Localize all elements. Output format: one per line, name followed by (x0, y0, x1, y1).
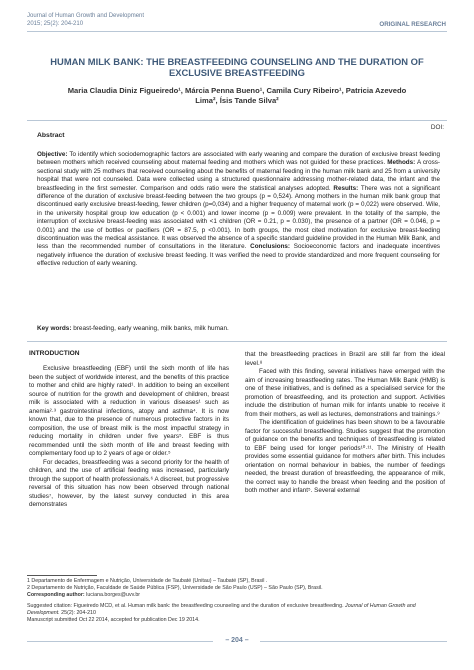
left-column (29, 365, 229, 510)
abstract-body (37, 151, 440, 269)
keywords (37, 325, 440, 333)
journal-name: Journal of Human Growth and Development (27, 13, 145, 19)
results-text: There was not a significant difference of the duration of exclusive breast-feeding between the two groups (p = 0,524). Among mothers in the human milk bank group that discontinued early exclusive breast-feeding, fewer children (p=0,034) and a higher frequency of maternal work (p = 0,022) were observed. Wile, in the university hospital group low education (p < 0.001) and lower income (p = 0.009) were prevalent. In the totality of the sample, the interruption of exclusive breast-feeding was associated with <1 children (OR = 0.21, p = 0.030), the presence of a partner (OR = 0.046, p = 0.001) and the use of bottles or pacifiers (OR = 87.5, p <0.001). In both groups, the most cited motivation for exclusive breast-feeding discontinuation was the medical assistance. It was observed the absence of a specific standard guideline provided in the Human Milk Bank, and less than the recommended number of consultations in the literature. (37, 184, 441, 251)
right-column (245, 351, 445, 496)
keywords-label: Key words: (37, 325, 72, 332)
paragraph: The identification of guidelines has been shown to be a favourable factor for successful breastfeeding. Studies suggest that the promotion of guidance on the benefits and techniques of breastfeeding is related to EBF being used for longer periods¹⁰·¹¹. The Ministry of Health provides some essential guidance for mothers after birth. This includes orientation on normal behaviour in babies, the number of feedings needed, the breast duration of breastfeeding, the appearance of milk, the correct way to handle the breast when feeding and the position of both mother and infant⁵. Several external (245, 419, 445, 494)
abstract-bottom-rule (27, 341, 447, 342)
introduction-heading: INTRODUCTION (29, 350, 80, 357)
journal-header (27, 12, 144, 28)
methods-text: A cross-sectional study with 25 mothers that received counseling about the benefits of maternal feeding in the human milk bank and 25 from a university hospital that were not counseled. Data were collected using a structured questionnaire addressing mother-related data, the infant and the breastfeeding in the first semester. Comparison and odds ratio were the statistical analyses adopted. (37, 159, 440, 192)
methods-label: Methods: (387, 159, 416, 167)
doi-label: DOI: (430, 124, 444, 131)
paragraph: For decades, breastfeeding was a second priority for the health of children, and the use of artificial feeding was increased, particularly through the support of health professionals.⁶ A discreet, but progressive reversal of this situation has now been observed through national studies⁷, however, by the latest survey conducted in this area demonstrates (29, 458, 229, 508)
manuscript-dates: Manuscript submitted Oct 22 2014, accepted for publication Dec 19 2014. (27, 617, 200, 623)
article-title: HUMAN MILK BANK: THE BREASTFEEDING COUNSELING AND THE DURATION OF EXCLUSIVE BREASTFEEDING (50, 56, 424, 78)
paragraph: Exclusive breastfeeding (EBF) until the sixth month of life has been the subject of worldwide interest, and the benefits of this practice to mother and child are highly rated¹. In addition to being an excellent source of nutrition for the growth and development of children, breast milk is associated with a reduction in various diseases¹ such as anemia²·³ gastrointestinal infections, atopy and asthma⁴. It is now known that, due to the presence of numerous protective factors in its composition, the use of breast milk is the most impactful strategy in reducing mortality in children under five years⁵. EBF is thus recommended until the sixth month of life and breast feeding with complementary food up to 2 years of age or older.⁵ (29, 365, 229, 457)
objective-text: To identify which sociodemographic factors are associated with early weaning and compare the duration of exclusive breast feeding between mothers which received counseling about maternal feeding and mothers which was not guided for these practices. (37, 151, 440, 167)
paragraph: that the breastfeeding practices in Brazil are still far from the ideal level.⁸ (245, 351, 445, 367)
header-rule (27, 31, 447, 32)
abstract-heading: Abstract (37, 132, 65, 139)
section-label: ORIGINAL RESEARCH (379, 21, 446, 28)
corresponding-label: Corresponding author: (27, 592, 85, 598)
conclusions-label: Conclusions: (250, 243, 291, 251)
footnote-1: 1 Departamento de Enfermagem e Nutrição, Universidade de Taubaté (Unitau) – Taubaté (SP), Brasil . (27, 578, 268, 584)
suggested-citation (27, 603, 446, 616)
conclusions-text: Socioeconomic factors and inadequate incentives negatively influence the duration of exclusive breast feeding. It was verified the need to provide standardized and more frequent counseling for effective reduction of early weaning. (37, 243, 441, 268)
footnote-2: 2 Departamento de Nutrição, Faculdade de Saúde Pública (FSP), Universidade de São Paulo (USP) – São Paulo (SP), Brasil. (27, 585, 323, 591)
objective-label: Objective: (37, 151, 68, 158)
citation-label: Suggested citation: (27, 603, 73, 609)
author-list: Maria Claudia Diniz Figueiredo¹, Márcia Penna Bueno¹, Camila Cury Ribeiro¹, Patricia Azevedo Lima², Ísis Tande Silva² (67, 86, 407, 105)
citation-text: Figueiredo MCD, et al. Human milk bank: the breastfeeding counseling and the duration of exclusive breastfeeding. (73, 603, 344, 609)
citation-volume: 25(2): 204-210 (61, 609, 96, 616)
results-label: Results: (333, 184, 359, 192)
footnote-rule (27, 575, 97, 576)
citation-journal: Journal of Human Growth and Development. (27, 603, 416, 616)
corresponding-email: luciana.borges@uvv.br (86, 592, 141, 598)
paragraph: Faced with this finding, several initiatives have emerged with the aim of increasing breastfeeding rates. The Human Milk Bank (HMB) is one of these initiatives, and is defined as a specialised service for the promotion of breastfeeding, and its protection and support. Activities include the distribution of human milk for infants unable to receive it from their mothers, as well as lectures, demonstrations and trainings.⁹ (245, 368, 445, 418)
page-number: – 204 – (225, 637, 249, 644)
journal-volume: 2015; 25(2): 204-210 (27, 21, 84, 27)
corresponding-author (27, 592, 446, 599)
keywords-text: breast-feeding, early weaning, milk banks, milk human. (73, 325, 229, 332)
abstract-top-rule (27, 120, 447, 121)
